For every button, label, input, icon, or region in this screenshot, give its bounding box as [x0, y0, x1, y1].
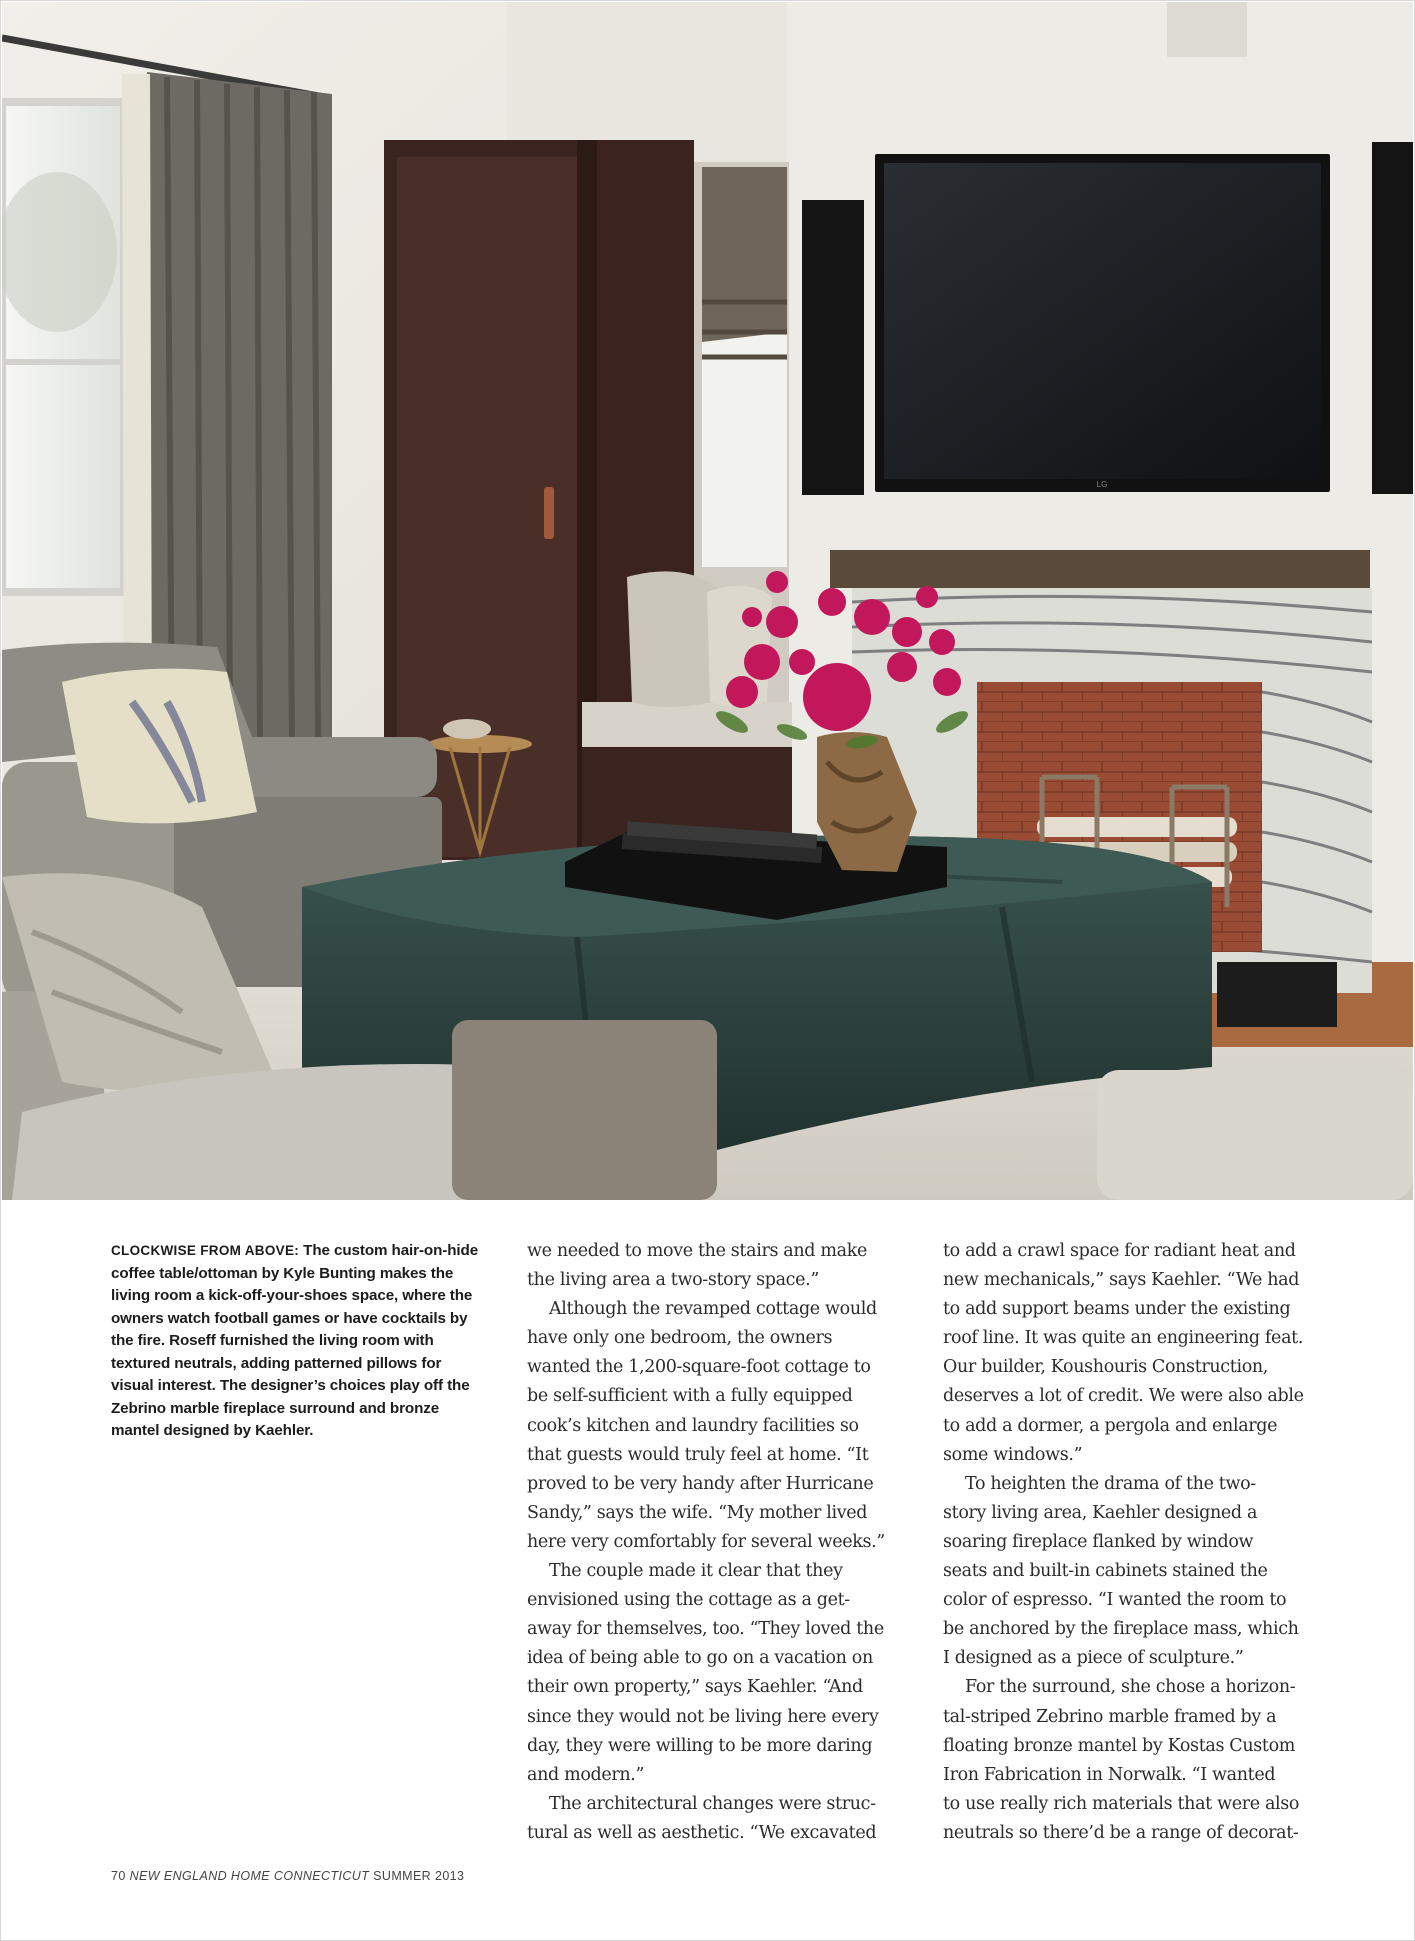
article-line: that guests would truly feel at home. “It: [527, 1444, 869, 1465]
page-number: 70: [111, 1869, 126, 1883]
article-column-middle: [527, 1237, 915, 1848]
living-room-illustration: [2, 2, 1413, 1200]
photo-caption: [111, 1240, 483, 1443]
article-line: new mechanicals,” says Kaehler. “We had: [943, 1270, 1300, 1291]
article-line: color of espresso. “I wanted the room to: [943, 1590, 1287, 1611]
article-line: floating bronze mantel by Kostas Custom: [943, 1735, 1296, 1756]
article-line: Sandy,” says the wife. “My mother lived: [527, 1502, 868, 1523]
article-line: we needed to move the stairs and make: [527, 1241, 867, 1261]
living-room-photo: [2, 2, 1413, 1200]
article-line: Although the revamped cottage would: [549, 1299, 877, 1320]
article-line: wanted the 1,200-square-foot cottage to: [527, 1357, 871, 1378]
article-line: roof line. It was quite an engineering feat.: [943, 1328, 1304, 1349]
article-line: to use really rich materials that were also: [943, 1793, 1300, 1814]
article-line: Our builder, Koushouris Construction,: [943, 1357, 1269, 1378]
article-line: Iron Fabrication in Norwalk. “I wanted: [943, 1764, 1276, 1785]
hearth: [1217, 962, 1337, 1027]
article-line: be self-sufficient with a fully equipped: [527, 1386, 853, 1407]
article-line: I designed as a piece of sculpture.”: [943, 1648, 1244, 1669]
article-line: idea of being able to go on a vacation on: [527, 1648, 873, 1669]
television: [875, 154, 1330, 492]
article-line: to add support beams under the existing: [943, 1299, 1291, 1320]
article-line: and modern.”: [527, 1764, 645, 1785]
article-line: To heighten the drama of the two-: [965, 1473, 1256, 1494]
article-line: story living area, Kaehler designed a: [943, 1502, 1258, 1523]
article-line: be anchored by the fireplace mass, which: [943, 1619, 1299, 1640]
article-line: The architectural changes were struc-: [549, 1793, 876, 1814]
article-line: to add a dormer, a pergola and enlarge: [943, 1415, 1278, 1436]
article-line: proved to be very handy after Hurricane: [527, 1473, 874, 1494]
left-speaker: [802, 200, 864, 495]
article-line: seats and built-in cabinets stained the: [943, 1561, 1268, 1582]
article-line: For the surround, she chose a horizon-: [965, 1677, 1296, 1698]
article-line: their own property,” says Kaehler. “And: [527, 1677, 863, 1698]
caption-lead: CLOCKWISE FROM ABOVE:: [111, 1243, 300, 1258]
right-speaker: [1372, 142, 1413, 494]
article-line: some windows.”: [943, 1444, 1083, 1465]
article-line: here very comfortably for several weeks.”: [527, 1531, 885, 1552]
article-line: cook’s kitchen and laundry facilities so: [527, 1415, 859, 1436]
curtain: [122, 72, 332, 742]
magazine-name: NEW ENGLAND HOME CONNECTICUT: [129, 1869, 370, 1883]
article-line: deserves a lot of credit. We were also able: [943, 1386, 1304, 1407]
article-line: tural as well as aesthetic. “We excavated: [527, 1822, 877, 1843]
article-line: the living area a two-story space.”: [527, 1270, 819, 1291]
article-line: to add a crawl space for radiant heat and: [943, 1241, 1296, 1261]
article-line: tal-striped Zebrino marble framed by a: [943, 1706, 1277, 1727]
article-line: day, they were willing to be more daring: [527, 1735, 873, 1756]
article-line: away for themselves, too. “They loved the: [527, 1619, 884, 1640]
article-line: envisioned using the cottage as a get-: [527, 1590, 850, 1611]
article-line: have only one bedroom, the owners: [527, 1328, 833, 1349]
page-folio: [111, 1869, 464, 1883]
article-line: since they would not be living here every: [527, 1706, 879, 1727]
tv-brand-logo: LG: [1096, 480, 1108, 489]
article-line: soaring fireplace flanked by window: [943, 1531, 1254, 1552]
bronze-mantel: [830, 550, 1370, 588]
article-column-right: [943, 1237, 1331, 1848]
window: [2, 102, 124, 592]
caption-text: The custom hair-on-hide coffee table/ottoman by Kyle Bunting makes the living room a kick-off-your-shoes space, where the owners watch football games or have cocktails by the fire. Roseff furnished the living room with textured neutrals, adding patterned pillows for visual interest. The designer’s choices play off the Zebrino marble fireplace surround and bronze mantel designed by Kaehler.: [111, 1242, 479, 1439]
issue-date: SUMMER 2013: [373, 1869, 465, 1883]
article-line: The couple made it clear that they: [549, 1561, 843, 1582]
article-line: neutrals so there’d be a range of decorat-: [943, 1822, 1299, 1843]
